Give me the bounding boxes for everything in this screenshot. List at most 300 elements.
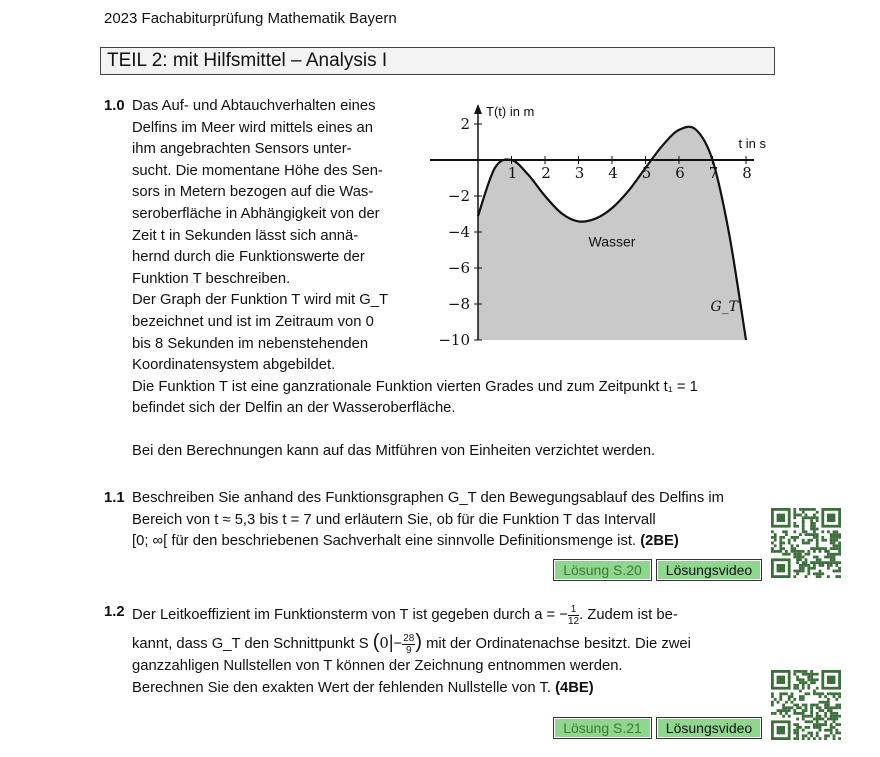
- qr-module: [793, 550, 796, 553]
- y-tick-label: −4: [447, 223, 470, 241]
- task-text-line: bis 8 Sekunden im nebenstehenden: [132, 335, 369, 352]
- qr-module: [796, 558, 799, 561]
- task-text-line: seroberfläche in Abhängigkeit von der: [132, 205, 380, 222]
- qr-module: [802, 673, 805, 676]
- x-tick-label: 8: [742, 164, 752, 182]
- qr-module: [827, 692, 830, 695]
- qr-module: [838, 715, 841, 718]
- qr-module: [833, 706, 836, 709]
- qr-module: [810, 670, 813, 673]
- qr-module: [805, 670, 808, 673]
- qr-module: [796, 712, 799, 715]
- qr-module: [819, 737, 822, 740]
- qr-module: [810, 528, 813, 531]
- qr-module: [799, 556, 802, 559]
- qr-module: [777, 709, 780, 712]
- qr-module: [819, 558, 822, 561]
- qr-module: [788, 539, 791, 542]
- qr-module: [796, 732, 799, 735]
- qr-module: [807, 567, 810, 570]
- qr-module: [805, 508, 808, 511]
- qr-module: [819, 715, 822, 718]
- qr-module: [835, 723, 838, 726]
- qr-module: [782, 709, 785, 712]
- qr-module: [835, 533, 838, 536]
- qr-finder-inner: [827, 676, 835, 684]
- y-tick-label: −2: [447, 187, 470, 205]
- task-text-line: Der Graph der Funktion T wird mit G_T: [132, 292, 389, 309]
- task-text-line: [132, 602, 784, 628]
- qr-module: [810, 681, 813, 684]
- qr-module: [810, 519, 813, 522]
- qr-module: [779, 542, 782, 545]
- qr-module: [779, 539, 782, 542]
- qr-module: [805, 530, 808, 533]
- task-text-line: Zeit t in Sekunden lässt sich annä-: [132, 227, 359, 244]
- qr-module: [830, 553, 833, 556]
- qr-module: [793, 737, 796, 740]
- qr-module: [835, 712, 838, 715]
- qr-module: [785, 692, 788, 695]
- qr-module: [838, 737, 841, 740]
- qr-module: [827, 704, 830, 707]
- qr-module: [824, 715, 827, 718]
- qr-module: [810, 561, 813, 564]
- qr-module: [819, 564, 822, 567]
- solution-video-label: Lösungsvideo: [658, 719, 760, 737]
- qr-module: [807, 684, 810, 687]
- qr-module: [830, 718, 833, 721]
- qr-module: [816, 544, 819, 547]
- x-tick-label: 5: [641, 164, 652, 182]
- qr-module: [793, 673, 796, 676]
- qr-module: [788, 698, 791, 701]
- qr-module: [838, 695, 841, 698]
- qr-code-icon[interactable]: [771, 670, 841, 740]
- qr-module: [793, 539, 796, 542]
- qr-module: [824, 704, 827, 707]
- qr-module: [774, 712, 777, 715]
- qr-module: [821, 536, 824, 539]
- qr-module: [810, 715, 813, 718]
- qr-module: [816, 715, 819, 718]
- fraction-numerator: 1: [568, 604, 579, 616]
- qr-module: [835, 564, 838, 567]
- qr-module: [785, 530, 788, 533]
- qr-module: [802, 695, 805, 698]
- qr-module: [805, 575, 808, 578]
- qr-module: [771, 692, 774, 695]
- qr-module: [807, 570, 810, 573]
- task-text: . Zudem ist be-: [579, 607, 678, 623]
- qr-module: [802, 570, 805, 573]
- qr-module: [821, 564, 824, 567]
- qr-module: [819, 570, 822, 573]
- qr-module: [838, 553, 841, 556]
- qr-module: [796, 684, 799, 687]
- qr-module: [785, 550, 788, 553]
- qr-module: [813, 723, 816, 726]
- task-text-line: befindet sich der Delfin an der Wasseroberfläche.: [132, 400, 456, 417]
- qr-module: [830, 536, 833, 539]
- qr-module: [835, 544, 838, 547]
- qr-module: [796, 514, 799, 517]
- qr-module: [827, 556, 830, 559]
- qr-module: [813, 572, 816, 575]
- qr-module: [805, 726, 808, 729]
- qr-module: [838, 732, 841, 735]
- qr-module: [830, 715, 833, 718]
- qr-module: [816, 734, 819, 737]
- qr-module: [838, 575, 841, 578]
- qr-module: [796, 536, 799, 539]
- qr-module: [824, 706, 827, 709]
- qr-module: [833, 536, 836, 539]
- qr-module: [793, 698, 796, 701]
- fraction: [568, 604, 579, 627]
- qr-module: [813, 673, 816, 676]
- qr-module: [816, 673, 819, 676]
- qr-module: [799, 570, 802, 573]
- qr-module: [810, 508, 813, 511]
- qr-module: [807, 687, 810, 690]
- qr-module: [771, 712, 774, 715]
- qr-module: [779, 544, 782, 547]
- task-note: Bei den Berechnungen kann auf das Mitführen von Einheiten verzichtet werden.: [132, 442, 656, 459]
- qr-module: [838, 706, 841, 709]
- qr-module: [807, 542, 810, 545]
- qr-module: [833, 734, 836, 737]
- qr-module: [802, 530, 805, 533]
- qr-module: [810, 732, 813, 735]
- qr-module: [819, 726, 822, 729]
- qr-module: [802, 715, 805, 718]
- qr-module: [813, 690, 816, 693]
- task-1-2: [104, 602, 784, 699]
- qr-module: [807, 553, 810, 556]
- x-tick-label: 4: [608, 164, 618, 182]
- qr-module: [782, 542, 785, 545]
- qr-module: [810, 734, 813, 737]
- qr-module: [788, 709, 791, 712]
- qr-module: [819, 701, 822, 704]
- qr-module: [830, 732, 833, 735]
- qr-module: [835, 715, 838, 718]
- qr-module: [827, 564, 830, 567]
- qr-module: [813, 556, 816, 559]
- qr-module: [833, 556, 836, 559]
- qr-module: [813, 536, 816, 539]
- qr-module: [802, 550, 805, 553]
- qr-module: [802, 670, 805, 673]
- qr-module: [830, 726, 833, 729]
- qr-module: [835, 575, 838, 578]
- qr-module: [830, 542, 833, 545]
- qr-module: [833, 726, 836, 729]
- qr-module: [816, 575, 819, 578]
- solution-video-button[interactable]: [656, 559, 762, 581]
- qr-module: [782, 547, 785, 550]
- qr-module: [838, 544, 841, 547]
- qr-module: [827, 553, 830, 556]
- qr-module: [782, 530, 785, 533]
- qr-module: [793, 508, 796, 511]
- qr-module: [788, 542, 791, 545]
- qr-module: [807, 720, 810, 723]
- qr-module: [838, 723, 841, 726]
- qr-module: [819, 695, 822, 698]
- y-tick-label: −8: [447, 295, 470, 313]
- qr-module: [821, 561, 824, 564]
- qr-module: [830, 539, 833, 542]
- solution-video-button[interactable]: [656, 717, 762, 739]
- qr-module: [793, 570, 796, 573]
- qr-module: [819, 572, 822, 575]
- qr-module: [788, 695, 791, 698]
- qr-module: [805, 673, 808, 676]
- qr-module: [788, 706, 791, 709]
- qr-module: [805, 542, 808, 545]
- qr-module: [821, 709, 824, 712]
- qr-module: [813, 528, 816, 531]
- qr-module: [802, 687, 805, 690]
- qr-module: [793, 514, 796, 517]
- qr-module: [816, 558, 819, 561]
- qr-module: [819, 718, 822, 721]
- qr-module: [807, 550, 810, 553]
- qr-module: [774, 698, 777, 701]
- qr-module: [802, 698, 805, 701]
- qr-module: [830, 729, 833, 732]
- task-text-line: Funktion T beschreiben.: [132, 270, 291, 287]
- qr-module: [827, 701, 830, 704]
- qr-module: [830, 709, 833, 712]
- qr-module: [838, 547, 841, 550]
- qr-module: [799, 698, 802, 701]
- fraction-denominator: 12: [567, 615, 580, 627]
- qr-module: [802, 561, 805, 564]
- qr-module: [774, 539, 777, 542]
- qr-module: [782, 715, 785, 718]
- qr-module: [816, 539, 819, 542]
- qr-module: [830, 712, 833, 715]
- qr-module: [835, 704, 838, 707]
- paren-open: (: [372, 631, 380, 653]
- qr-module: [805, 734, 808, 737]
- qr-module: [796, 550, 799, 553]
- qr-module: [802, 516, 805, 519]
- qr-module: [810, 539, 813, 542]
- qr-module: [838, 692, 841, 695]
- qr-module: [802, 737, 805, 740]
- fraction-numerator: 28: [403, 632, 415, 644]
- separator: |: [388, 632, 394, 652]
- qr-module: [791, 550, 794, 553]
- qr-module: [819, 547, 822, 550]
- qr-module: [802, 525, 805, 528]
- qr-module: [802, 712, 805, 715]
- qr-module: [802, 564, 805, 567]
- qr-module: [807, 516, 810, 519]
- qr-module: [799, 514, 802, 517]
- qr-module: [771, 704, 774, 707]
- solution-page-button[interactable]: [553, 717, 652, 739]
- qr-module: [816, 706, 819, 709]
- qr-module: [807, 533, 810, 536]
- qr-module: [799, 712, 802, 715]
- qr-module: [796, 572, 799, 575]
- qr-module: [835, 561, 838, 564]
- qr-module: [816, 556, 819, 559]
- qr-module: [816, 516, 819, 519]
- qr-module: [799, 533, 802, 536]
- qr-module: [802, 539, 805, 542]
- qr-module: [816, 572, 819, 575]
- qr-module: [805, 564, 808, 567]
- qr-module: [793, 670, 796, 673]
- qr-module: [799, 567, 802, 570]
- qr-module: [835, 539, 838, 542]
- qr-module: [813, 550, 816, 553]
- task-text-line: Koordinatensystem abgebildet.: [132, 357, 336, 374]
- qr-module: [805, 709, 808, 712]
- qr-module: [799, 670, 802, 673]
- task-text-line: ganzzahligen Nullstellen von T können der Zeichnung entnommen werden.: [132, 658, 623, 674]
- qr-module: [802, 511, 805, 514]
- qr-module: [785, 701, 788, 704]
- qr-module: [824, 734, 827, 737]
- qr-module: [782, 536, 785, 539]
- qr-module: [779, 536, 782, 539]
- curve-label: G_T: [710, 299, 738, 316]
- qr-module: [779, 550, 782, 553]
- qr-module: [791, 706, 794, 709]
- qr-module: [796, 687, 799, 690]
- qr-module: [810, 525, 813, 528]
- y-axis-label: T(t) in m: [486, 104, 535, 119]
- qr-module: [793, 709, 796, 712]
- qr-module: [819, 575, 822, 578]
- qr-module: [824, 712, 827, 715]
- qr-module: [813, 525, 816, 528]
- task-text: kannt, dass G_T den Schnittpunkt S: [132, 636, 369, 652]
- minus-sign: −: [393, 636, 403, 652]
- qr-module: [816, 687, 819, 690]
- qr-module: [813, 516, 816, 519]
- qr-module: [791, 701, 794, 704]
- qr-module: [833, 558, 836, 561]
- exam-title: 2023 Fachabiturprüfung Mathematik Bayern: [104, 10, 397, 27]
- qr-module: [777, 550, 780, 553]
- qr-module: [833, 542, 836, 545]
- qr-module: [816, 528, 819, 531]
- qr-module: [799, 550, 802, 553]
- qr-module: [791, 695, 794, 698]
- qr-module: [777, 701, 780, 704]
- qr-module: [805, 553, 808, 556]
- points-label: (2BE): [640, 533, 679, 550]
- qr-module: [838, 542, 841, 545]
- qr-module: [824, 701, 827, 704]
- qr-module: [824, 723, 827, 726]
- qr-module: [830, 533, 833, 536]
- qr-module: [796, 729, 799, 732]
- qr-module: [827, 530, 830, 533]
- qr-module: [838, 550, 841, 553]
- qr-module: [821, 723, 824, 726]
- qr-module: [788, 553, 791, 556]
- qr-module: [782, 553, 785, 556]
- x-tick-label: 6: [675, 164, 685, 182]
- task-text-line: ihm angebrachten Sensors unter-: [132, 141, 352, 158]
- qr-module: [835, 570, 838, 573]
- qr-module: [819, 709, 822, 712]
- qr-module: [824, 720, 827, 723]
- qr-module: [802, 681, 805, 684]
- qr-finder-inner: [777, 676, 785, 684]
- y-tick-label: −10: [438, 331, 470, 349]
- y-tick-label: 2: [460, 115, 470, 133]
- points-label: (4BE): [555, 679, 594, 696]
- qr-module: [813, 692, 816, 695]
- task-1-1: [104, 488, 784, 553]
- qr-module: [810, 709, 813, 712]
- qr-module: [821, 701, 824, 704]
- qr-module: [779, 698, 782, 701]
- qr-module: [816, 732, 819, 735]
- qr-module: [802, 718, 805, 721]
- qr-finder-inner: [777, 564, 785, 572]
- qr-module: [774, 550, 777, 553]
- y-tick-label: −6: [447, 259, 470, 277]
- qr-module: [821, 718, 824, 721]
- solution-page-button[interactable]: [553, 559, 652, 581]
- qr-finder-inner: [777, 726, 785, 734]
- fraction-denominator: 9: [405, 644, 412, 656]
- qr-module: [796, 553, 799, 556]
- qr-module: [779, 695, 782, 698]
- qr-module: [813, 681, 816, 684]
- qr-module: [833, 553, 836, 556]
- x-axis-label: t in s: [738, 136, 766, 151]
- qr-module: [813, 567, 816, 570]
- qr-module: [827, 718, 830, 721]
- qr-module: [816, 533, 819, 536]
- task-text-line: [132, 628, 784, 656]
- qr-module: [810, 533, 813, 536]
- qr-module: [785, 553, 788, 556]
- qr-module: [810, 706, 813, 709]
- solution-page-label: Lösung S.20: [555, 561, 650, 579]
- qr-module: [816, 547, 819, 550]
- qr-module: [821, 572, 824, 575]
- qr-module: [813, 678, 816, 681]
- qr-module: [802, 684, 805, 687]
- qr-module: [785, 712, 788, 715]
- qr-code-icon[interactable]: [771, 508, 841, 578]
- qr-module: [802, 508, 805, 511]
- qr-module: [810, 720, 813, 723]
- qr-module: [824, 737, 827, 740]
- qr-module: [807, 564, 810, 567]
- qr-module: [802, 528, 805, 531]
- y-axis-arrow: [474, 104, 482, 114]
- qr-module: [791, 536, 794, 539]
- qr-module: [796, 561, 799, 564]
- qr-module: [816, 720, 819, 723]
- qr-module: [830, 561, 833, 564]
- qr-module: [771, 542, 774, 545]
